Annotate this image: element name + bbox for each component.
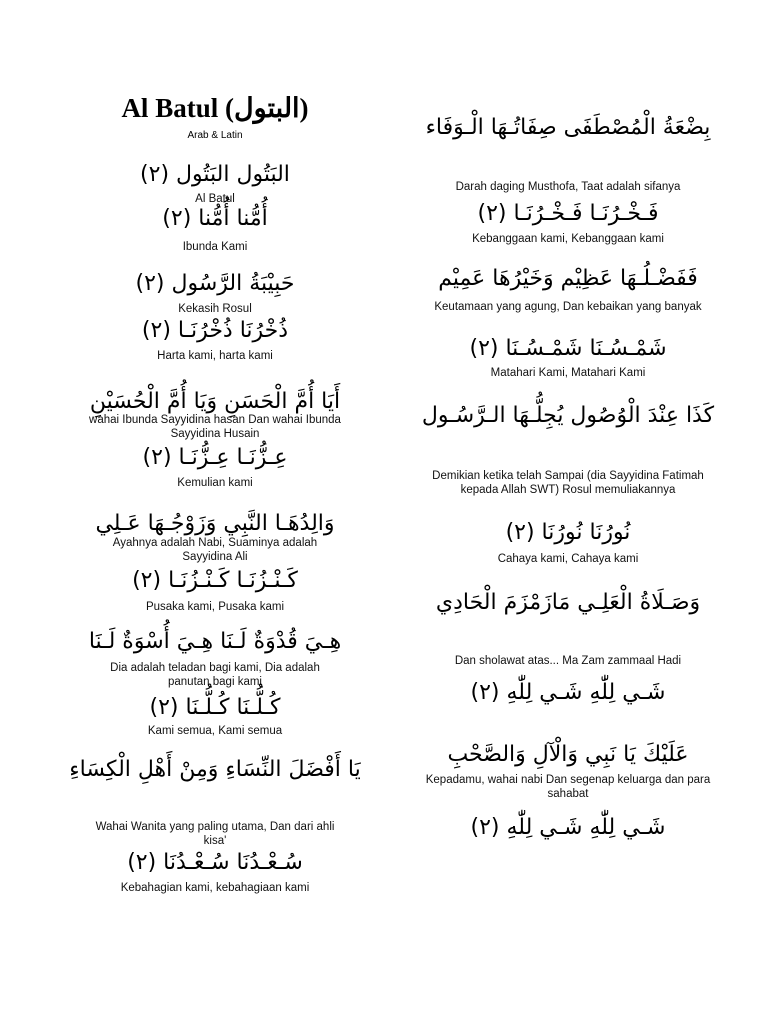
verse-arabic: هِـيَ قُدْوَةٌ لَـنَا هِـيَ أُسْوَةٌ لَـنَا [88, 629, 342, 654]
verse-translation: Kebahagian kami, kebahagiaan kami [120, 882, 310, 894]
verse-translation: Matahari Kami, Matahari Kami [490, 367, 646, 379]
verse-arabic: وَالِدُهَـا النَّبِي وَزَوْجُـهَا عَـلِي [95, 511, 335, 536]
verse-translation: Keutamaan yang agung, Dan kebaikan yang banyak [434, 301, 702, 313]
verse-translation: Ayahnya adalah Nabi, Suaminya adalah Sayyidina Ali [112, 537, 318, 563]
verse-translation: Dia adalah teladan bagi kami, Dia adalah panutan bagi kami [110, 662, 320, 688]
verse-arabic: فَفَضْـلُـهَا عَظِيْم وَخَيْرُهَا عَمِيْم [438, 266, 698, 291]
verse-arabic: حَبِيْبَةُ الرَّسُول (٢) [135, 271, 295, 296]
verse-translation: Pusaka kami, Pusaka kami [145, 601, 285, 613]
verse-arabic: نُورُنَا نُورُنَا (٢) [505, 520, 631, 545]
verse-arabic: وَصَـلَاةُ الْعَلِـي مَازَمْزَمَ الْحَادِي [435, 590, 701, 615]
verse-translation: Demikian ketika telah Sampai (dia Sayyidina Fatimah kepada Allah SWT) Rosul memuliakannya [432, 470, 704, 496]
verse-translation: Al Batul [195, 193, 235, 205]
verse-arabic: كَذَا عِنْدَ الْوُصُول يُجِلُّـهَا الـرَّسُـول [421, 403, 715, 428]
verse-translation: Ibunda Kami [182, 241, 248, 253]
verse-arabic: أَيَا أُمَّ الْحَسَنِ وَيَا أُمَّ الْحُسَيْنِ [89, 389, 341, 414]
verse-translation: Harta kami, harta kami [157, 350, 273, 362]
page-subtitle: Arab & Latin [187, 130, 243, 141]
verse-arabic: شَـي لِلّٰهِ شَـي لِلّٰهِ (٢) [470, 680, 666, 705]
verse-arabic: فَـخْـرُنَـا فَـخْـرُنَـا (٢) [477, 201, 659, 226]
verse-arabic: شَـي لِلّٰهِ شَـي لِلّٰهِ (٢) [470, 815, 666, 840]
verse-translation: Kebanggaan kami, Kebanggaan kami [472, 233, 664, 245]
verse-translation: Cahaya kami, Cahaya kami [497, 553, 639, 565]
verse-translation: Darah daging Musthofa, Taat adalah sifanya [455, 181, 681, 193]
verse-translation: Wahai Wanita yang paling utama, Dan dari ahli kisa' [95, 821, 335, 847]
verse-translation: Kepadamu, wahai nabi Dan segenap keluarga dan para sahabat [425, 774, 711, 800]
verse-arabic: يَا أَفْضَلَ النِّسَاءِ وَمِنْ أَهْلِ الْكِسَاءِ [69, 757, 361, 782]
verse-arabic: ذُخْرُنَا ذُخْرُنَـا (٢) [141, 318, 289, 343]
verse-arabic: سُـعْـدُنَا سُـعْـدُنَا (٢) [127, 850, 303, 875]
verse-arabic: عِـزُّنَـا عِـزُّنَـا (٢) [142, 445, 288, 470]
verse-arabic: شَمْـسُـنَا شَمْـسُـنَا (٢) [469, 336, 667, 361]
verse-translation: wahai Ibunda Sayyidina hasan Dan wahai Ibunda Sayyidina Husain [89, 414, 341, 440]
verse-arabic: بِضْعَةُ الْمُصْطَفَى صِفَاتُـهَا الْـوَفَاء [425, 115, 711, 140]
page-title: Al Batul (البتول) [121, 93, 309, 123]
verse-translation: Kekasih Rosul [178, 303, 252, 315]
verse-translation: Dan sholawat atas... Ma Zam zammaal Hadi [454, 655, 682, 667]
verse-arabic: أُمُّنا أُمُّنا (٢) [162, 206, 268, 231]
verse-arabic: البَتُول البَتُول (٢) [140, 162, 290, 187]
verse-arabic: عَلَيْكَ يَا نَبِي وَالْآلِ وَالصَّحْبِ [447, 742, 689, 767]
verse-arabic: كُـلُّـنَا كُـلُّـنَا (٢) [149, 695, 281, 720]
verse-translation: Kami semua, Kami semua [147, 725, 283, 737]
verse-arabic: كَـنْـزُنَـا كَـنْـزُنَـا (٢) [132, 568, 298, 593]
verse-translation: Kemulian kami [177, 477, 253, 489]
